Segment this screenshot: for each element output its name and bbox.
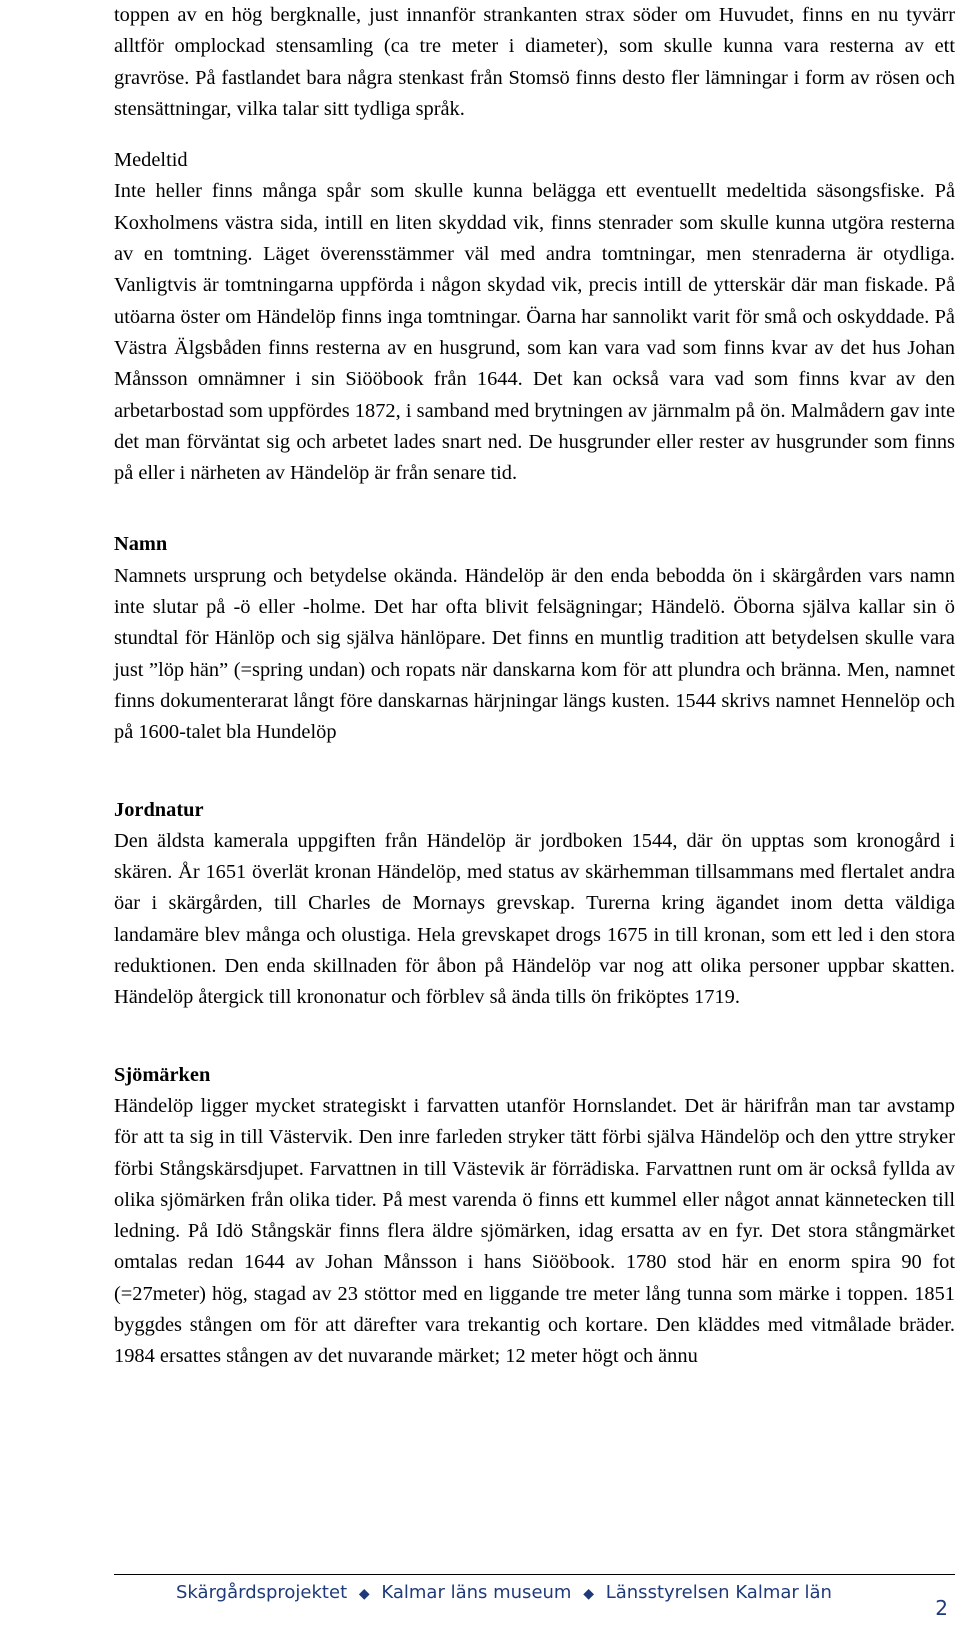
footer-museum: Kalmar läns museum bbox=[381, 1582, 572, 1603]
section-heading-sjomarken: Sjömärken bbox=[114, 1063, 211, 1086]
intro-paragraph: toppen av en hög bergknalle, just innanför strankanten strax söder om Huvudet, finns en nu tyvärr alltför omplockad stensamling (ca tre meter i diameter), som skulle kunna vara resterna av ett gravröse. På fastlandet bara några stenkast från Stomsö finns desto fler lämningar i form av rösen och stensättningar, vilka talar sitt tydliga språk. bbox=[114, 4, 955, 120]
intro-section bbox=[114, 0, 955, 125]
page-number: 2 bbox=[935, 1596, 948, 1620]
medeltid-paragraph: Inte heller finns många spår som skulle kunna belägga ett eventuellt medeltida säsongsfiske. På Koxholmens västra sida, intill en liten skyddad vik, finns stenrader som skulle kunna utgöra resterna av en tomtning. Läget överensstämmer väl med andra tomtningar, men stenraderna är otydliga. Vanligtvis är tomtningarna uppförda i någon skydad vik, precis intill de ytterskär där man fiskade. På utöarna öster om Händelöp finns inga tomtningar. Öarna har sannolikt varit för små och oskyddade. På Västra Älgsbåden finns resterna av en husgrund, som kan vara vad som finns kvar av det hus Johan Månsson omnämner i sin Siööbook från 1644. Det kan också vara vad som finns kvar av den arbetarbostad som uppfördes 1872, i samband med brytningen av järnmalm på ön. Malmådern gav inte det man förväntat sig och arbetet lades snart ned. De husgrunder eller rester av husgrunder som finns på eller i närheten av Händelöp är från senare tid. bbox=[114, 180, 955, 485]
jordnatur-section bbox=[114, 795, 955, 1014]
namn-section bbox=[114, 529, 955, 748]
sjomarken-section bbox=[114, 1060, 955, 1373]
footer-divider bbox=[114, 1574, 955, 1575]
jordnatur-paragraph: Den äldsta kamerala uppgiften från Händelöp är jordboken 1544, där ön upptas som kronogård i skären. År 1651 överlät kronan Händelöp, med status av skärhemman tillsammans med flertalet andra öar i skärgården, till Charles de Mornays grevskap. Turerna kring ägandet inom detta väldiga landamäre blev många och olustiga. Hela grevskapet drogs 1675 in till kronan, som ett led i den stora reduktionen. Den enda skillnaden för åbon på Händelöp var nog att olika personer uppbar skatten. Händelöp återgick till krononatur och förblev så ända tills ön friköptes 1719. bbox=[114, 829, 955, 1009]
section-heading-namn: Namn bbox=[114, 533, 168, 556]
page-body bbox=[114, 0, 955, 1373]
footer bbox=[176, 1582, 832, 1603]
diamond-icon: ◆ bbox=[358, 1586, 370, 1602]
section-heading-medeltid: Medeltid bbox=[114, 149, 188, 172]
sjomarken-paragraph: Händelöp ligger mycket strategiskt i farvatten utanför Hornslandet. Det är härifrån man tar avstamp för att ta sig in till Västervik. Den inre farleden stryker tätt förbi själva Händelöp och den yttre stryker förbi Stångskärsdjupet. Farvattnen in till Västevik är förrädiska. Farvattnen runt om är också fyllda av olika sjömärken från olika tider. På mest varenda ö finns ett kummel eller något annat kännetecken till ledning. På Idö Stångskär finns flera äldre sjömärken, idag ersatta av en fyr. Det stora stångmärket omtalas redan 1644 av Johan Månsson i hans Siööbook. 1780 stod här en enorm spira 90 fot (=27meter) hög, stagad av 23 stöttor med en liggande tre meter lång tunna som märke i toppen. 1851 byggdes stången om för att därefter vara trekantig och kortare. Den kläddes med vitmålade bräder. 1984 ersattes stången av det nuvarande märket; 12 meter högt och ännu bbox=[114, 1094, 955, 1368]
footer-project: Skärgårdsprojektet bbox=[176, 1582, 348, 1603]
medeltid-section bbox=[114, 145, 955, 489]
diamond-icon: ◆ bbox=[583, 1586, 594, 1602]
namn-paragraph: Namnets ursprung och betydelse okända. Händelöp är den enda bebodda ön i skärgården vars namn inte slutar på -ö eller -holme. Det har ofta blivit felsägningar; Händelö. Öborna själva kallar sin ö stundtal för Hänlöp och sig själva hänlöpare. Det finns en muntlig tradition att betydelsen skulle vara just ”löp hän” (=spring undan) och ropats när danskarna kom för att plundra och bränna. Men, namnet finns dokumenterarat långt före danskarnas härjningar längs kusten. 1544 skrivs namnet Hennelöp och på 1600-talet bla Hundelöp bbox=[114, 564, 955, 744]
section-heading-jordnatur: Jordnatur bbox=[114, 798, 204, 821]
footer-authority: Länsstyrelsen Kalmar län bbox=[605, 1582, 832, 1603]
